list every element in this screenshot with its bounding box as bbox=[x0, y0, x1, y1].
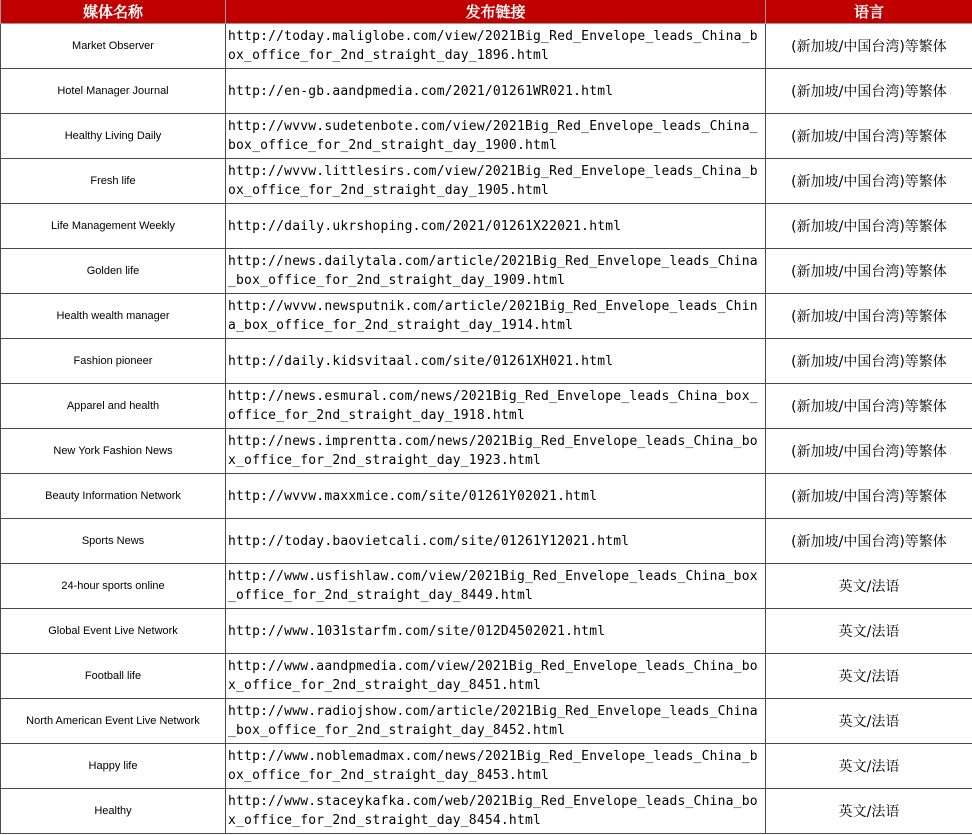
publish-link-cell[interactable] bbox=[226, 69, 766, 114]
media-name: North American Event Live Network bbox=[26, 715, 200, 727]
publish-link-cell[interactable] bbox=[226, 114, 766, 159]
media-name-cell[interactable] bbox=[1, 339, 226, 384]
language-value: (新加坡/中国台湾)等繁体 bbox=[791, 354, 947, 370]
publish-link-cell[interactable] bbox=[226, 339, 766, 384]
media-name: Apparel and health bbox=[66, 400, 160, 412]
media-name-cell[interactable] bbox=[1, 159, 226, 204]
media-name: Fashion pioneer bbox=[73, 355, 153, 367]
media-name: Health wealth manager bbox=[56, 310, 170, 322]
media-name: Golden life bbox=[86, 265, 140, 277]
header-publish-link[interactable]: 发布链接 bbox=[226, 0, 766, 24]
language-value: (新加坡/中国台湾)等繁体 bbox=[791, 489, 947, 505]
media-name-cell[interactable] bbox=[1, 699, 226, 744]
table-row bbox=[1, 24, 972, 69]
media-name-cell[interactable] bbox=[1, 69, 226, 114]
publish-link-cell[interactable] bbox=[226, 699, 766, 744]
publish-link: http://www.radiojshow.com/article/2021Big_Red_Envelope_leads_China_box_office_for_2nd_straight_day_8452.html bbox=[228, 704, 758, 738]
publish-link: http://en-gb.aandpmedia.com/2021/01261WR021.html bbox=[228, 83, 614, 99]
publish-link: http://daily.ukrshoping.com/2021/01261X22021.html bbox=[228, 218, 622, 234]
publish-link: http://today.baovietcali.com/site/01261Y12021.html bbox=[228, 533, 630, 549]
language-value: (新加坡/中国台湾)等繁体 bbox=[791, 264, 947, 280]
table-row bbox=[1, 159, 972, 204]
language-cell[interactable] bbox=[766, 114, 972, 159]
publish-link-cell[interactable] bbox=[226, 384, 766, 429]
language-value: (新加坡/中国台湾)等繁体 bbox=[791, 534, 947, 550]
media-name-cell[interactable] bbox=[1, 564, 226, 609]
table-row bbox=[1, 69, 972, 114]
language-cell[interactable] bbox=[766, 744, 972, 789]
language-cell[interactable] bbox=[766, 294, 972, 339]
language-value: (新加坡/中国台湾)等繁体 bbox=[791, 84, 947, 100]
language-value: 英文/法语 bbox=[838, 714, 900, 730]
table-header bbox=[1, 0, 972, 24]
table-row bbox=[1, 654, 972, 699]
publish-link: http://news.esmural.com/news/2021Big_Red_Envelope_leads_China_box_office_for_2nd_straight_day_1918.html bbox=[228, 389, 758, 423]
table-row bbox=[1, 519, 972, 564]
media-name: Healthy Living Daily bbox=[64, 130, 162, 142]
media-name-cell[interactable] bbox=[1, 429, 226, 474]
publish-link-cell[interactable] bbox=[226, 564, 766, 609]
media-name-cell[interactable] bbox=[1, 114, 226, 159]
publish-link: http://wvvw.maxxmice.com/site/01261Y02021.html bbox=[228, 488, 598, 504]
media-name-cell[interactable] bbox=[1, 474, 226, 519]
publish-link-cell[interactable] bbox=[226, 474, 766, 519]
publish-link-cell[interactable] bbox=[226, 294, 766, 339]
table-row bbox=[1, 384, 972, 429]
publish-link-cell[interactable] bbox=[226, 789, 766, 834]
language-cell[interactable] bbox=[766, 384, 972, 429]
media-name: Hotel Manager Journal bbox=[57, 85, 169, 97]
table-row bbox=[1, 204, 972, 249]
language-value: 英文/法语 bbox=[838, 759, 900, 775]
media-name-cell[interactable] bbox=[1, 744, 226, 789]
publish-link: http://daily.kidsvitaal.com/site/01261XH021.html bbox=[228, 353, 614, 369]
language-value: 英文/法语 bbox=[838, 804, 900, 820]
language-cell[interactable] bbox=[766, 789, 972, 834]
media-name-cell[interactable] bbox=[1, 249, 226, 294]
media-name: Beauty Information Network bbox=[45, 490, 181, 502]
language-cell[interactable] bbox=[766, 339, 972, 384]
language-cell[interactable] bbox=[766, 699, 972, 744]
publish-link-cell[interactable] bbox=[226, 609, 766, 654]
media-name: Fresh life bbox=[90, 175, 136, 187]
language-value: (新加坡/中国台湾)等繁体 bbox=[791, 444, 947, 460]
publish-link: http://www.aandpmedia.com/view/2021Big_Red_Envelope_leads_China_box_office_for_2nd_straight_day_8451.html bbox=[228, 659, 758, 693]
media-name: Healthy bbox=[94, 805, 132, 817]
media-name: Happy life bbox=[88, 760, 138, 772]
table-row bbox=[1, 744, 972, 789]
table-row bbox=[1, 564, 972, 609]
language-value: (新加坡/中国台湾)等繁体 bbox=[791, 309, 947, 325]
language-value: 英文/法语 bbox=[838, 669, 900, 685]
publish-link-cell[interactable] bbox=[226, 654, 766, 699]
media-name-cell[interactable] bbox=[1, 204, 226, 249]
table-row bbox=[1, 339, 972, 384]
media-name-cell[interactable] bbox=[1, 24, 226, 69]
language-value: (新加坡/中国台湾)等繁体 bbox=[791, 219, 947, 235]
language-cell[interactable] bbox=[766, 609, 972, 654]
publish-link-cell[interactable] bbox=[226, 744, 766, 789]
media-name: Life Management Weekly bbox=[51, 220, 175, 232]
language-value: (新加坡/中国台湾)等繁体 bbox=[791, 174, 947, 190]
language-cell[interactable] bbox=[766, 474, 972, 519]
language-value: 英文/法语 bbox=[838, 624, 900, 640]
publish-link: http://news.imprentta.com/news/2021Big_Red_Envelope_leads_China_box_office_for_2nd_straight_day_1923.html bbox=[228, 434, 758, 468]
language-cell[interactable] bbox=[766, 249, 972, 294]
table-row bbox=[1, 474, 972, 519]
table-row bbox=[1, 789, 972, 834]
table-body bbox=[1, 24, 972, 834]
publish-link: http://www.noblemadmax.com/news/2021Big_Red_Envelope_leads_China_box_office_for_2nd_straight_day_8453.html bbox=[228, 749, 758, 783]
publish-link-cell[interactable] bbox=[226, 24, 766, 69]
publish-link-cell[interactable] bbox=[226, 204, 766, 249]
publish-link-cell[interactable] bbox=[226, 429, 766, 474]
media-name-cell[interactable] bbox=[1, 654, 226, 699]
language-cell[interactable] bbox=[766, 564, 972, 609]
language-cell[interactable] bbox=[766, 204, 972, 249]
language-cell[interactable] bbox=[766, 159, 972, 204]
header-media-name[interactable]: 媒体名称 bbox=[1, 0, 226, 24]
media-name: Global Event Live Network bbox=[48, 625, 178, 637]
media-name-cell[interactable] bbox=[1, 609, 226, 654]
media-name-cell[interactable] bbox=[1, 384, 226, 429]
media-name-cell[interactable] bbox=[1, 519, 226, 564]
table-row bbox=[1, 294, 972, 339]
publish-link: http://www.1031starfm.com/site/012D4502021.html bbox=[228, 623, 606, 639]
publish-link: http://wvvw.sudetenbote.com/view/2021Big_Red_Envelope_leads_China_box_office_for_2nd_straight_day_1900.html bbox=[228, 119, 758, 153]
publish-link-cell[interactable] bbox=[226, 519, 766, 564]
language-cell[interactable] bbox=[766, 429, 972, 474]
publish-link: http://www.staceykafka.com/web/2021Big_Red_Envelope_leads_China_box_office_for_2nd_straight_day_8454.html bbox=[228, 794, 758, 828]
media-name-cell[interactable] bbox=[1, 294, 226, 339]
publish-link: http://wvvw.littlesirs.com/view/2021Big_Red_Envelope_leads_China_box_office_for_2nd_straight_day_1905.html bbox=[228, 164, 758, 198]
table-row bbox=[1, 249, 972, 294]
header-row bbox=[1, 0, 972, 24]
publish-link-cell[interactable] bbox=[226, 159, 766, 204]
table-row bbox=[1, 699, 972, 744]
language-value: (新加坡/中国台湾)等繁体 bbox=[791, 129, 947, 145]
table-row bbox=[1, 114, 972, 159]
header-language[interactable]: 语言 bbox=[766, 0, 972, 24]
media-name: Market Observer bbox=[72, 40, 154, 52]
publish-link: http://wvvw.newsputnik.com/article/2021Big_Red_Envelope_leads_China_box_office_for_2nd_straight_day_1914.html bbox=[228, 299, 758, 333]
media-name: Football life bbox=[84, 670, 142, 682]
media-name: New York Fashion News bbox=[53, 445, 173, 457]
language-cell[interactable] bbox=[766, 654, 972, 699]
publish-link: http://news.dailytala.com/article/2021Big_Red_Envelope_leads_China_box_office_for_2nd_straight_day_1909.html bbox=[228, 254, 758, 288]
language-value: (新加坡/中国台湾)等繁体 bbox=[791, 399, 947, 415]
table-row bbox=[1, 429, 972, 474]
publish-link-cell[interactable] bbox=[226, 249, 766, 294]
publish-link: http://today.maliglobe.com/view/2021Big_Red_Envelope_leads_China_box_office_for_2nd_straight_day_1896.html bbox=[228, 29, 758, 63]
language-cell[interactable] bbox=[766, 69, 972, 114]
language-value: 英文/法语 bbox=[838, 579, 900, 595]
media-name: Sports News bbox=[81, 535, 145, 547]
table-row bbox=[1, 609, 972, 654]
publish-link: http://www.usfishlaw.com/view/2021Big_Red_Envelope_leads_China_box_office_for_2nd_straight_day_8449.html bbox=[228, 569, 758, 603]
media-name-cell[interactable] bbox=[1, 789, 226, 834]
media-name: 24-hour sports online bbox=[61, 580, 165, 592]
language-cell[interactable] bbox=[766, 519, 972, 564]
language-value: (新加坡/中国台湾)等繁体 bbox=[791, 39, 947, 55]
language-cell[interactable] bbox=[766, 24, 972, 69]
